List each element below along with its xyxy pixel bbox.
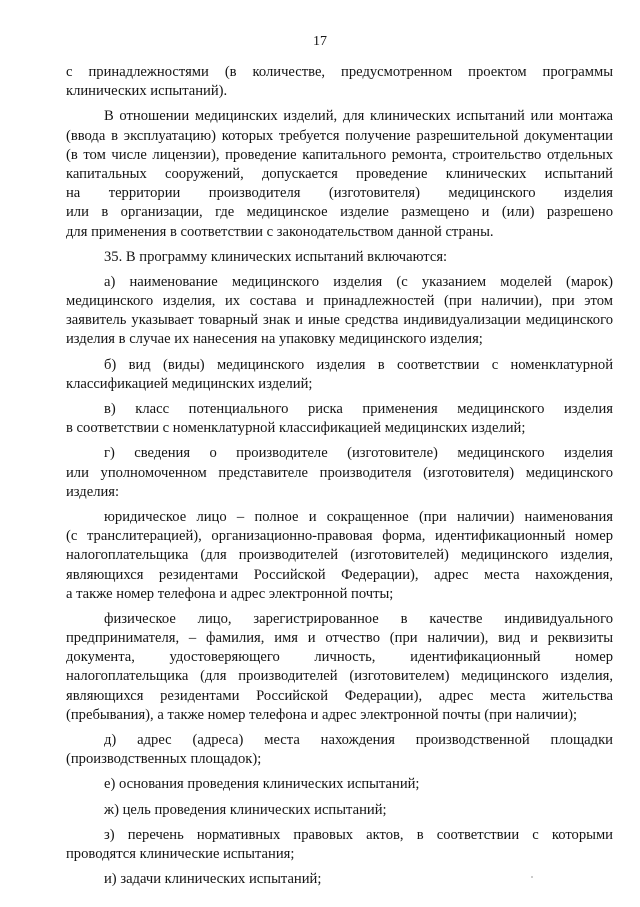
text-line: являющихся резидентами Российской Федерации), адрес места жительства (66, 687, 613, 704)
document-body (66, 63, 613, 889)
text-line: б) вид (виды) медицинского изделия в соответствии с номенклатурной (104, 356, 613, 373)
text-line: (ввода в эксплуатацию) которых требуется получение разрешительной документации (66, 127, 613, 144)
text-line: заявитель указывает товарный знак и иные средства индивидуализации медицинского (66, 312, 613, 329)
text-line: (производственных площадок); (66, 751, 262, 768)
text-line: е) основания проведения клинических испытаний; (104, 776, 420, 793)
text-line: и) задачи клинических испытаний; (104, 871, 322, 888)
text-line: классификацией медицинских изделий; (66, 375, 313, 392)
scan-speck (531, 876, 533, 878)
text-line: на территории производителя (изготовителя) медицинского изделия (66, 185, 613, 202)
text-line: (пребывания), а также номер телефона и адрес электронной почты (при наличии); (66, 706, 578, 723)
text-line: проводятся клинические испытания; (66, 845, 295, 862)
text-line: или в организации, где медицинское изделие размещено и (или) разрешено (66, 204, 613, 221)
text-line: документа, удостоверяющего личность, идентификационный номер (66, 649, 613, 666)
text-line: клинических испытаний). (66, 83, 228, 100)
text-line: а также номер телефона и адрес электронной почты; (66, 585, 394, 602)
text-line: в соответствии с номенклатурной классификацией медицинских изделий; (66, 420, 526, 437)
text-line: изделия в случае их нанесения на упаковку медицинского изделия; (66, 331, 483, 348)
text-line: являющихся резидентами Российской Федерации), адрес места нахождения, (66, 566, 613, 583)
text-line: с принадлежностями (в количестве, предусмотренном проектом программы (66, 64, 613, 80)
text-line: налогоплательщика (для производителей (изготовителем) медицинского изделия, (66, 668, 613, 685)
text-line: юридическое лицо – полное и сокращенное (при наличии) наименования (104, 508, 613, 525)
text-line: (в том числе лицензии), проведение капитального ремонта, строительство отдельных (66, 146, 613, 163)
text-line: предпринимателя, – фамилия, имя и отчество (при наличии), вид и реквизиты (66, 630, 613, 647)
text-line: изделия: (66, 483, 120, 500)
text-line: г) сведения о производителе (изготовителе) медицинского изделия (104, 445, 613, 462)
text-line: а) наименование медицинского изделия (с указанием моделей (марок) (104, 273, 613, 290)
text-line: з) перечень нормативных правовых актов, в соответствии с которыми (104, 826, 613, 843)
text-line: физическое лицо, зарегистрированное в качестве индивидуального (104, 610, 613, 627)
text-line: налогоплательщика (для производителей (изготовителей) медицинского изделия, (66, 547, 613, 564)
text-line: ж) цель проведения клинических испытаний; (104, 801, 387, 818)
text-line: 35. В программу клинических испытаний включаются: (104, 248, 448, 265)
text-line: капитальных сооружений, допускается проведение клинических испытаний (66, 165, 613, 182)
text-line: (с транслитерацией), организационно-правовая форма, идентификационный номер (66, 528, 613, 545)
text-line: В отношении медицинских изделий, для клинических испытаний или монтажа (104, 108, 613, 125)
text-line: для применения в соответствии с законодательством данной страны. (66, 223, 494, 240)
text-line: д) адрес (адреса) места нахождения производственной площадки (104, 732, 613, 748)
text-line: или уполномоченном представителе производителя (изготовителя) медицинского (66, 464, 613, 481)
page-number: 17 (313, 34, 327, 49)
text-line: медицинского изделия, их состава и принадлежностей (при наличии), при этом (66, 293, 613, 310)
text-line: в) класс потенциального риска применения медицинского изделия (104, 401, 613, 417)
